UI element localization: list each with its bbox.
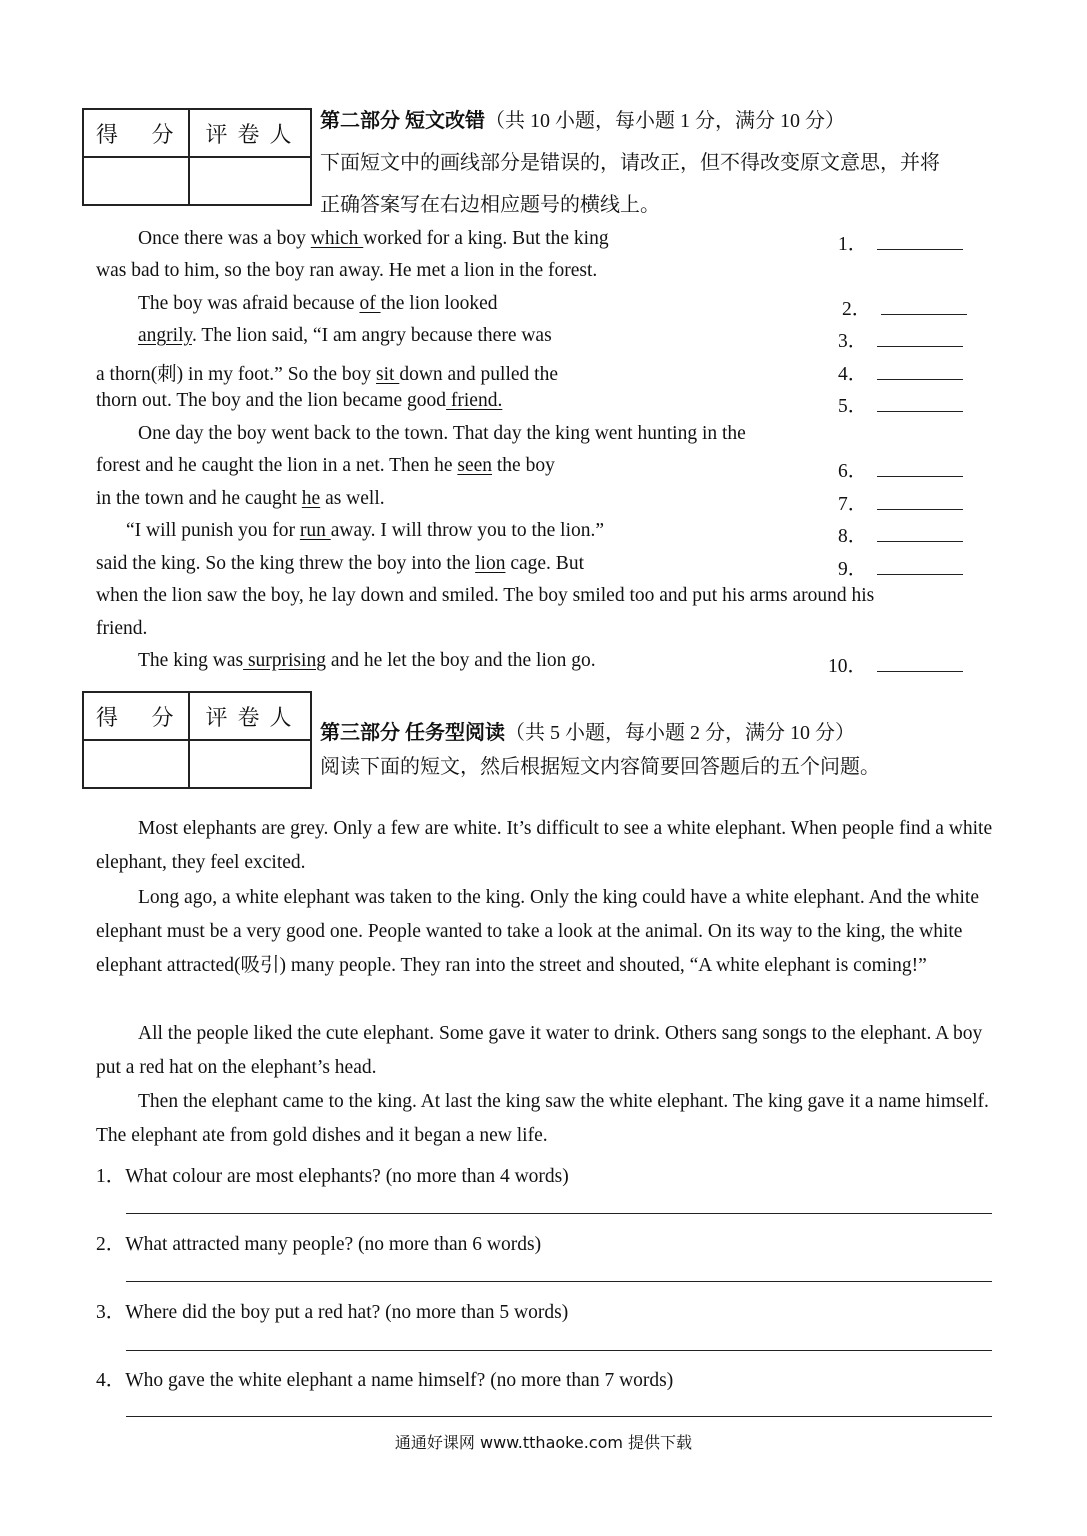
error-1: which [310,228,364,249]
answer-line-4[interactable] [126,1416,992,1417]
score-label-cell [83,692,189,740]
passage-line-2: was bad to him, so the boy ran away. He met a lion in the forest. [96,260,598,281]
grader-entry-cell[interactable] [189,157,311,205]
passage-line-4: angrily. The lion said, “I am angry because there was [138,325,552,346]
score-entry-cell[interactable] [83,157,189,205]
answer-4[interactable]: 4． [838,358,963,386]
part2-instruction-2: 正确答案写在右边相应题号的横线上。 [320,194,660,216]
passage-line-3: The boy was afraid because of the lion looked [138,293,498,314]
answer-blank-10[interactable] [877,655,963,672]
passage-line-12: when the lion saw the boy, he lay down and smiled. The boy smiled too and put his arms around his [96,585,875,606]
answer-5[interactable]: 5． [838,390,963,418]
error-6: seen [457,455,493,476]
answer-line-3[interactable] [126,1350,992,1351]
passage-line-1: Once there was a boy which worked for a king. But the king [138,228,609,249]
passage-line-13: friend. [96,618,148,639]
part3-title-bold: 第三部分 任务型阅读 [320,722,505,744]
passage-line-8: forest and he caught the lion in a net. Then he seen the boy [96,455,555,476]
score-label: 得 分 [96,704,188,730]
answer-blank-2[interactable] [881,298,967,315]
answer-1[interactable]: 1． [838,228,963,256]
answer-9[interactable]: 9． [838,553,963,581]
error-7: he [301,488,321,509]
question-1: 1．What colour are most elephants? (no more than 4 words) [96,1166,569,1187]
answer-10[interactable]: 10． [828,650,963,678]
answer-2[interactable]: 2． [842,293,967,321]
answer-line-1[interactable] [126,1213,992,1214]
part2-instruction-1: 下面短文中的画线部分是错误的，请改正，但不得改变原文意思，并将 [320,152,940,174]
part2-title-rest: （共 10 小题，每小题 1 分，满分 10 分） [485,110,845,132]
grader-label-cell [189,109,311,157]
score-box-part2 [82,108,312,206]
question-2: 2．What attracted many people? (no more than 6 words) [96,1234,542,1255]
passage-line-6: thorn out. The boy and the lion became good friend. [96,390,503,411]
part2-title [320,104,845,133]
error-9: lion [475,553,506,574]
part3-title-rest: （共 5 小题，每小题 2 分，满分 10 分） [505,722,855,744]
grader-label-cell [189,692,311,740]
answer-3[interactable]: 3． [838,325,963,353]
answer-blank-7[interactable] [877,493,963,510]
answer-8[interactable]: 8． [838,520,963,548]
question-3: 3．Where did the boy put a red hat? (no more than 5 words) [96,1302,569,1323]
reading-paragraph-3: All the people liked the cute elephant. Some gave it water to drink. Others sang songs to the elephant. A boy put a red hat on the elephant’s head. [96,1023,983,1078]
answer-blank-3[interactable] [877,330,963,347]
part3-instruction: 阅读下面的短文，然后根据短文内容简要回答题后的五个问题。 [320,756,880,778]
reading-paragraph-4: Then the elephant came to the king. At last the king saw the white elephant. The king gave it a name himself. The elephant ate from gold dishes and it began a new life. [96,1091,989,1146]
answer-blank-8[interactable] [877,525,963,542]
reading-paragraph-1: Most elephants are grey. Only a few are white. It’s difficult to see a white elephant. When people find a white elephant, they feel excited. [96,818,993,873]
part2-title-bold: 第二部分 短文改错 [320,110,485,132]
error-4: sit [376,364,400,385]
answer-line-2[interactable] [126,1281,992,1282]
passage-line-9: in the town and he caught he as well. [96,488,385,509]
grader-entry-cell[interactable] [189,740,311,788]
grader-label: 评卷人 [205,704,302,730]
part3-title [320,716,855,745]
grader-label: 评卷人 [205,121,302,147]
score-label: 得 分 [96,121,188,147]
error-2: of [359,293,381,314]
page-footer: 通通好课网 www.tthaoke.com 提供下载 [394,1433,693,1452]
error-8: run [299,520,331,541]
answer-7[interactable]: 7． [838,488,963,516]
error-10: surprising [243,650,326,671]
answer-blank-4[interactable] [877,363,963,380]
error-5: friend. [446,390,503,411]
answer-blank-6[interactable] [877,460,963,477]
passage-line-7: One day the boy went back to the town. That day the king went hunting in the [138,423,746,444]
score-label-cell [83,109,189,157]
reading-paragraph-2: Long ago, a white elephant was taken to the king. Only the king could have a white elephant. And the white elephant must be a very good one. People wanted to take a look at the animal. On its way to the king, the white elephant attracted(吸引) many people. They ran into the street and shouted, “A white elephant is coming!” [96,887,979,976]
answer-6[interactable]: 6． [838,455,963,483]
passage-line-5: a thorn(刺) in my foot.” So the boy sit down and pulled the [96,364,558,385]
answer-blank-1[interactable] [877,233,963,250]
passage-line-10: “I will punish you for run away. I will throw you to the lion.” [126,520,605,541]
score-entry-cell[interactable] [83,740,189,788]
answer-blank-9[interactable] [877,558,963,575]
passage-line-11: said the king. So the king threw the boy into the lion cage. But [96,553,584,574]
question-4: 4．Who gave the white elephant a name himself? (no more than 7 words) [96,1370,674,1391]
passage-line-14: The king was surprising and he let the boy and the lion go. [138,650,596,671]
answer-blank-5[interactable] [877,395,963,412]
score-box-part3 [82,691,312,789]
error-3: angrily [138,325,192,346]
